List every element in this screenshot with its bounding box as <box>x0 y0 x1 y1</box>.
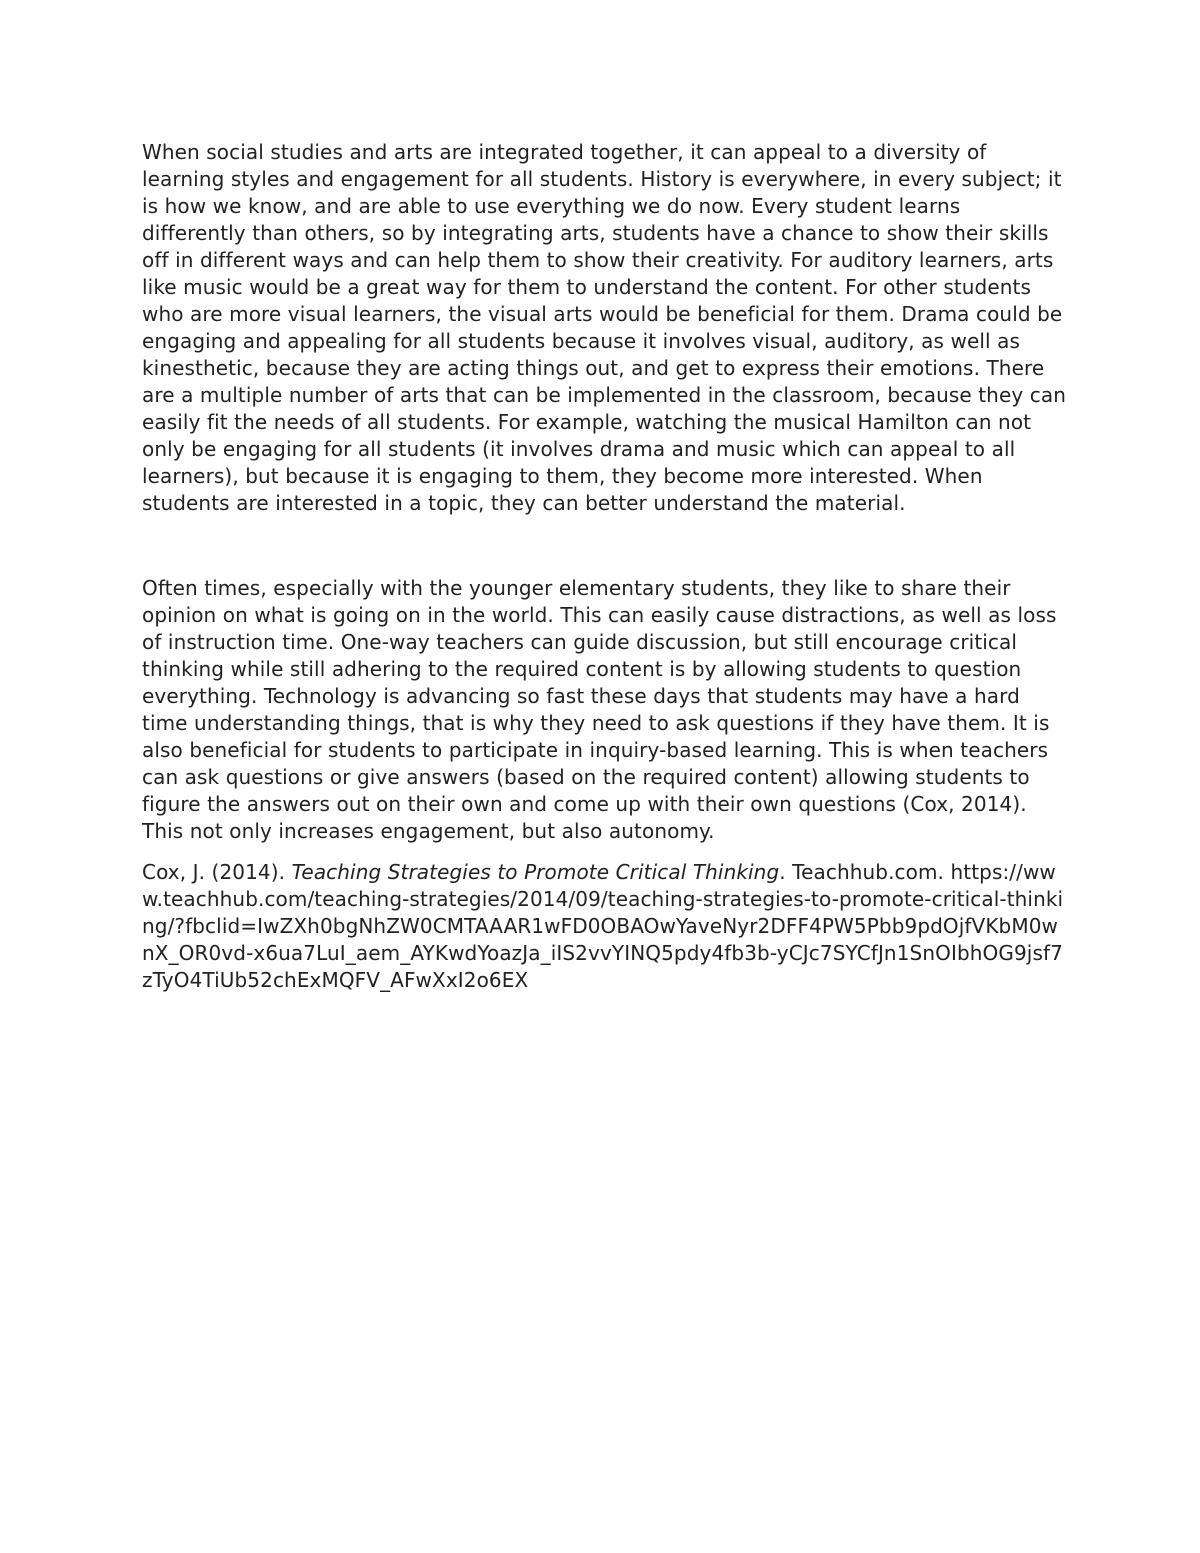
document-body <box>142 139 1067 994</box>
reference-citation <box>142 859 1067 994</box>
reference-source: . Teachhub.com. <box>779 860 945 884</box>
paragraph-critical-thinking: Often times, especially with the younger elementary students, they like to share their opinion on what is going on in the world. This can easily cause distractions, as well as loss of instruction time. One-way teachers can guide discussion, but still encourage critical thinking while still adhering to the required content is by allowing students to question everything. Technology is advancing so fast these days that students may have a hard time understanding things, that is why they need to ask questions if they have them. It is also beneficial for students to participate in inquiry-based learning. This is when teachers can ask questions or give answers (based on the required content) allowing students to figure the answers out on their own and come up with their own questions (Cox, 2014). This not only increases engagement, but also autonomy. <box>142 576 1057 843</box>
reference-url: https://www.teachhub.com/teaching-strategies/2014/09/teaching-strategies-to-promote-critical-thinking/?fbclid=IwZXh0bgNhZW0CMTAAAR1wFD0OBAOwYaveNyr2DFF4PW5Pbb9pdOjfVKbM0wnX_OR0vd-x6ua7LuI_aem_AYKwdYoazJa_iIS2vvYINQ5pdy4fb3b-yCJc7SYCfJn1SnOIbhOG9jsf7zTyO4TiUb52chExMQFV_AFwXxI2o6EX <box>142 860 1064 992</box>
reference-author-year: Cox, J. (2014). <box>142 860 292 884</box>
paragraph-arts-integration: When social studies and arts are integrated together, it can appeal to a diversity of learning styles and engagement for all students. History is everywhere, in every subject; it is how we know, and are able to use everything we do now. Every student learns differently than others, so by integrating arts, students have a chance to show their skills off in different ways and can help them to show their creativity. For auditory learners, arts like music would be a great way for them to understand the content. For other students who are more visual learners, the visual arts would be beneficial for them. Drama could be engaging and appealing for all students because it involves visual, auditory, as well as kinesthetic, because they are acting things out, and get to express their emotions. There are a multiple number of arts that can be implemented in the classroom, because they can easily fit the needs of all students. For example, watching the musical Hamilton can not only be engaging for all students (it involves drama and music which can appeal to all learners), but because it is engaging to them, they become more interested. When students are interested in a topic, they can better understand the material. <box>142 140 1066 515</box>
reference-title: Teaching Strategies to Promote Critical Thinking <box>291 860 780 884</box>
